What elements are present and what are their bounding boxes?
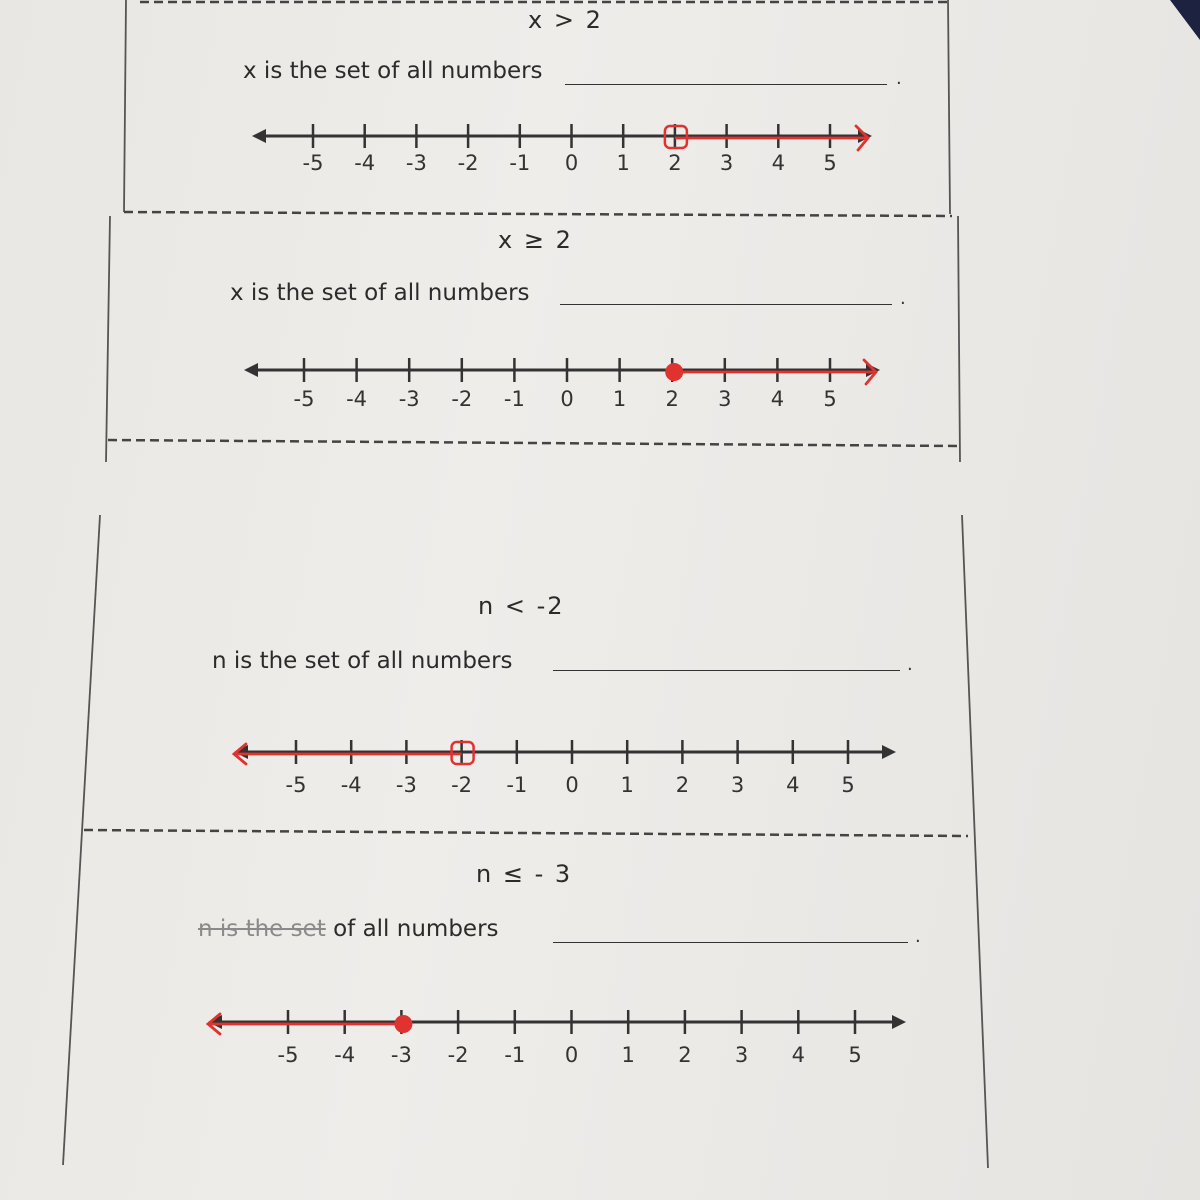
tick-label: 2 xyxy=(678,1043,692,1067)
tick-label: -2 xyxy=(451,773,473,797)
problem-2-period: . xyxy=(900,288,906,309)
tick-label: -5 xyxy=(293,387,315,411)
tick-label: 2 xyxy=(665,387,679,411)
tick-label: -3 xyxy=(395,773,417,797)
tick-label: 2 xyxy=(668,151,682,175)
problem-3-prompt: n is the set of all numbers xyxy=(212,648,513,674)
tick-label: -4 xyxy=(334,1043,356,1067)
problem-4-prompt-text: of all numbers xyxy=(333,916,499,942)
problem-1-prompt: x is the set of all numbers xyxy=(243,58,543,84)
tick-label: -3 xyxy=(405,151,427,175)
problem-4-period: . xyxy=(915,926,921,947)
tick-label: -1 xyxy=(503,387,525,411)
tick-label: 1 xyxy=(621,1043,635,1067)
problem-2-prompt: x is the set of all numbers xyxy=(230,280,530,306)
tick-label: 1 xyxy=(612,387,627,411)
tick-label: -2 xyxy=(451,387,473,411)
tick-label: -1 xyxy=(504,1043,526,1067)
problem-1-period: . xyxy=(896,68,902,89)
tick-label: 2 xyxy=(675,773,690,797)
tick-label: -1 xyxy=(509,151,531,175)
tick-label: -1 xyxy=(506,773,528,797)
tick-label: -4 xyxy=(354,151,376,175)
problem-4-inequality: n ≤ - 3 xyxy=(476,860,573,888)
tick-label: -4 xyxy=(346,387,368,411)
tick-label: 0 xyxy=(564,151,579,175)
tick-label: 4 xyxy=(786,773,800,797)
tick-label: 5 xyxy=(823,151,837,175)
problem-4-struck-text: n is the set xyxy=(198,916,326,942)
tick-label: 0 xyxy=(564,1043,579,1067)
tick-label: -2 xyxy=(457,151,479,175)
problem-1-inequality: x > 2 xyxy=(528,6,603,34)
problem-2-inequality: x ≥ 2 xyxy=(498,226,573,254)
problem-3-period: . xyxy=(907,654,913,675)
tick-label: 5 xyxy=(841,773,855,797)
tick-label: 5 xyxy=(848,1043,862,1067)
tick-label: -5 xyxy=(285,773,307,797)
tick-label: -4 xyxy=(340,773,362,797)
tick-label: 3 xyxy=(718,387,732,411)
tick-label: 3 xyxy=(734,1043,749,1067)
tick-label: 0 xyxy=(560,387,574,411)
tick-label: -5 xyxy=(277,1043,299,1067)
tick-label: 1 xyxy=(620,773,634,797)
tick-label: -3 xyxy=(390,1043,412,1067)
tick-label: 3 xyxy=(719,151,734,175)
tick-label: 3 xyxy=(730,773,745,797)
problem-3-inequality: n < -2 xyxy=(478,592,565,620)
tick-label: 4 xyxy=(791,1043,805,1067)
tick-label: 4 xyxy=(771,151,785,175)
tick-label: 1 xyxy=(616,151,630,175)
tick-label: -2 xyxy=(447,1043,469,1067)
tick-label: 0 xyxy=(565,773,579,797)
tick-label: 5 xyxy=(823,387,837,411)
tick-label: -3 xyxy=(398,387,420,411)
tick-label: -5 xyxy=(302,151,324,175)
axis-right-arrow xyxy=(892,1015,906,1029)
closed-endpoint-marker xyxy=(394,1015,412,1033)
tick-label: 4 xyxy=(770,387,785,411)
